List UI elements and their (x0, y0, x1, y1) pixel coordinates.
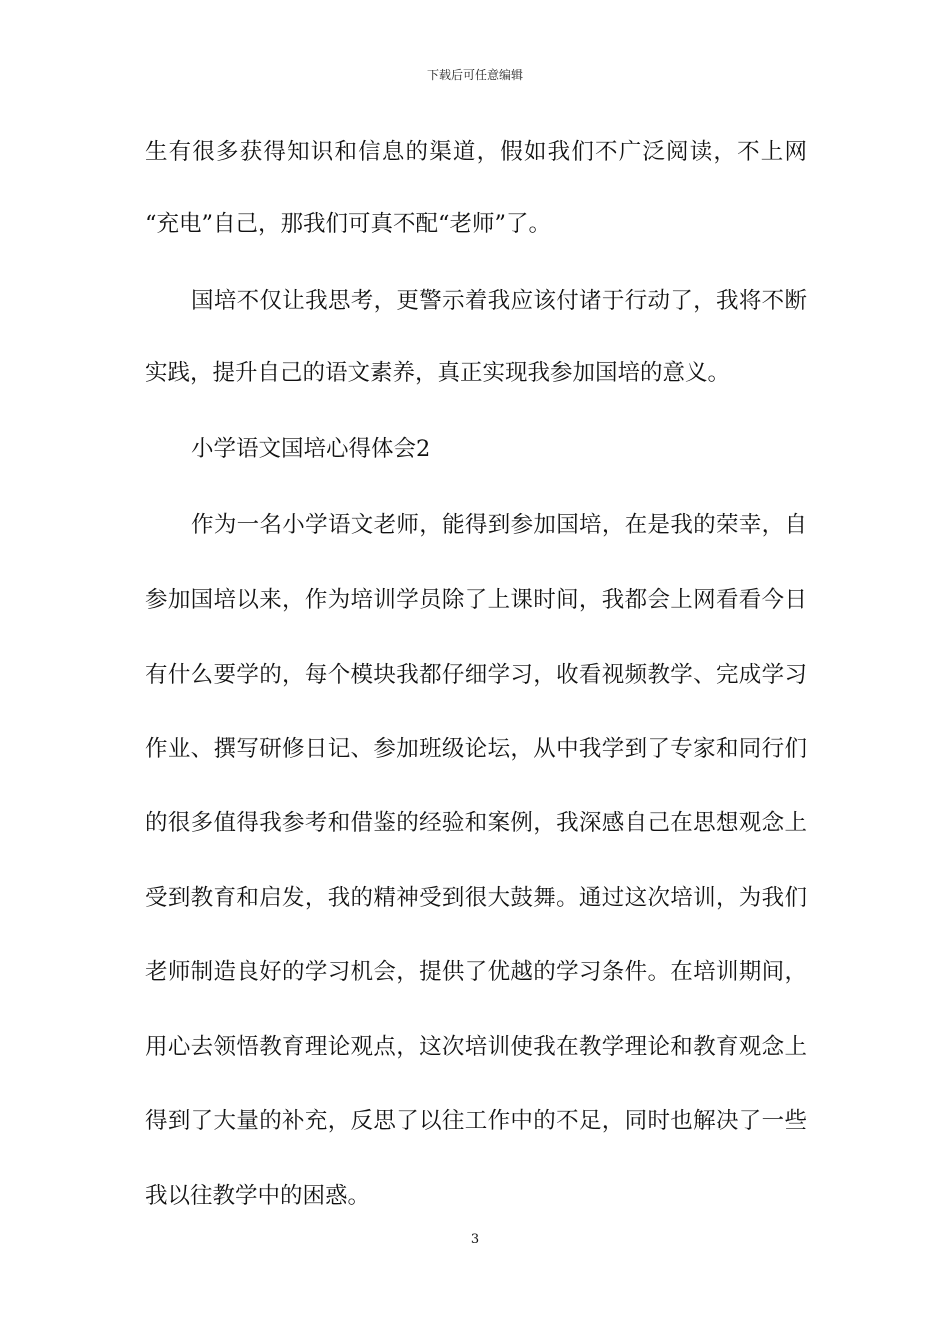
body-line-15: 我以往教学中的困惑。 (145, 1183, 371, 1209)
page-number: 3 (470, 1232, 480, 1247)
body-line-6: 作为一名小学语文老师，能得到参加国培，在是我的荣幸，自 (191, 512, 807, 538)
body-line-1: 生有很多获得知识和信息的渠道，假如我们不广泛阅读，不上网 (145, 139, 807, 165)
body-line-10: 的很多值得我参考和借鉴的经验和案例，我深感自己在思想观念上 (145, 810, 807, 836)
body-line-12: 老师制造良好的学习机会，提供了优越的学习条件。在培训期间， (145, 959, 807, 985)
section-heading: 小学语文国培心得体会2 (191, 436, 431, 462)
body-line-2: “充电”自己，那我们可真不配“老师”了。 (145, 211, 552, 237)
body-line-7: 参加国培以来，作为培训学员除了上课时间，我都会上网看看今日 (145, 587, 807, 613)
body-line-13: 用心去领悟教育理论观点，这次培训使我在教学理论和教育观念上 (145, 1034, 807, 1060)
body-line-8: 有什么要学的，每个模块我都仔细学习，收看视频教学、完成学习 (145, 662, 807, 688)
body-line-14: 得到了大量的补充，反思了以往工作中的不足，同时也解决了一些 (145, 1108, 807, 1134)
body-line-4: 实践，提升自己的语文素养，真正实现我参加国培的意义。 (145, 360, 731, 386)
body-line-11: 受到教育和启发，我的精神受到很大鼓舞。通过这次培训，为我们 (145, 885, 807, 911)
page-header: 下载后可任意编辑 (426, 68, 523, 82)
body-line-9: 作业、撰写研修日记、参加班级论坛，从中我学到了专家和同行们 (145, 736, 807, 762)
body-line-3: 国培不仅让我思考，更警示着我应该付诸于行动了，我将不断 (191, 288, 807, 314)
